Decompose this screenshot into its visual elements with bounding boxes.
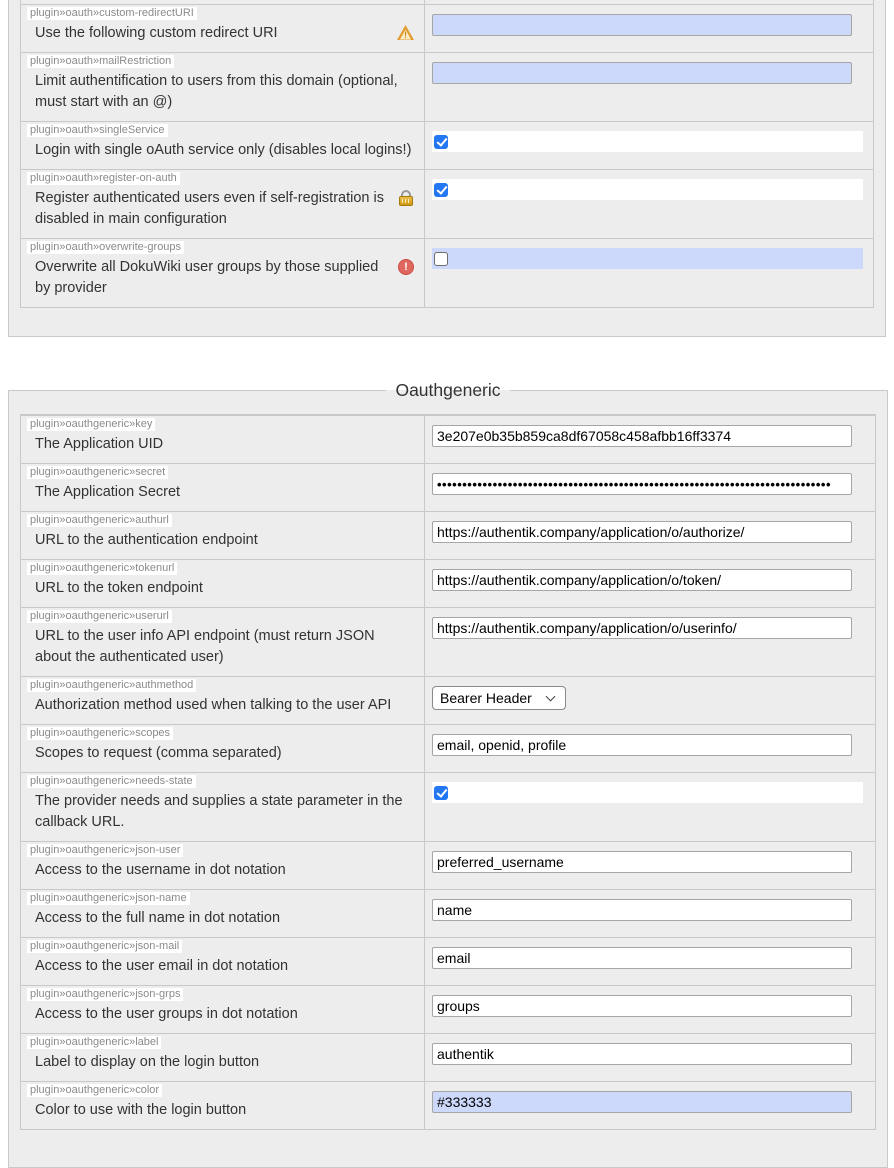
setting-label: Limit authentification to users from this domain (optional, must start with an @) xyxy=(35,73,398,110)
warning-icon: ! xyxy=(397,25,414,40)
setting-row xyxy=(21,772,875,841)
setting-label: Overwrite all DokuWiki user groups by those supplied by provider xyxy=(35,259,379,296)
setting-value-cell xyxy=(424,773,875,841)
setting-label: Use the following custom redirect URI xyxy=(35,25,278,41)
setting-key: plugin»oauthgeneric»userurl xyxy=(27,610,172,623)
setting-row xyxy=(21,238,873,307)
setting-label: Login with single oAuth service only (disables local logins!) xyxy=(35,142,412,158)
setting-row xyxy=(21,463,875,511)
setting-label-cell xyxy=(21,560,424,607)
setting-value-cell xyxy=(424,938,875,985)
setting-label: Register authenticated users even if self-registration is disabled in main configuration xyxy=(35,190,384,227)
singleService-checkbox-row xyxy=(432,131,863,152)
setting-row xyxy=(21,559,875,607)
setting-label: Label to display on the login button xyxy=(35,1054,260,1070)
setting-label: Color to use with the login button xyxy=(35,1102,247,1118)
setting-label: The Application Secret xyxy=(35,484,181,500)
setting-value-cell xyxy=(424,122,875,169)
setting-label-cell xyxy=(21,773,424,841)
setting-label: Scopes to request (comma separated) xyxy=(35,745,282,761)
setting-key: plugin»oauthgeneric»json-mail xyxy=(27,940,182,953)
setting-key: plugin»oauthgeneric»key xyxy=(27,418,155,431)
column-divider xyxy=(424,0,425,307)
setting-value-cell xyxy=(424,677,875,724)
color-input[interactable] xyxy=(432,1091,852,1113)
overwrite-groups-checkbox-row xyxy=(432,248,863,269)
error-icon xyxy=(398,259,414,275)
register-on-auth-checkbox[interactable] xyxy=(434,183,448,197)
section-oauthgeneric xyxy=(8,380,888,1168)
setting-value-cell xyxy=(424,416,875,463)
setting-key: plugin»oauth»mailRestriction xyxy=(27,55,174,68)
column-divider xyxy=(424,415,425,1129)
lock-icon xyxy=(398,190,414,206)
setting-key: plugin»oauth»custom-redirectURI xyxy=(27,7,197,20)
setting-key: plugin»oauthgeneric»label xyxy=(27,1036,161,1049)
authmethod-select[interactable] xyxy=(432,686,566,710)
setting-row xyxy=(21,511,875,559)
setting-label: Authorization method used when talking to the user API xyxy=(35,697,392,713)
setting-key: plugin»oauth»singleService xyxy=(27,124,168,137)
setting-value-cell xyxy=(424,1082,875,1129)
setting-label-cell xyxy=(21,1082,424,1129)
setting-label-cell xyxy=(21,1034,424,1081)
setting-label-cell xyxy=(21,938,424,985)
setting-key: plugin»oauthgeneric»json-user xyxy=(27,844,183,857)
key-input[interactable] xyxy=(432,425,852,447)
setting-key: plugin»oauthgeneric»json-name xyxy=(27,892,190,905)
setting-value-cell xyxy=(424,842,875,889)
setting-label: Access to the user groups in dot notation xyxy=(35,1006,298,1022)
singleService-checkbox[interactable] xyxy=(434,135,448,149)
setting-row xyxy=(21,415,875,463)
setting-label-cell xyxy=(21,122,424,169)
setting-value-cell xyxy=(424,53,873,121)
setting-label: Access to the user email in dot notation xyxy=(35,958,289,974)
setting-label-cell xyxy=(21,842,424,889)
setting-label-cell xyxy=(21,416,424,463)
setting-row xyxy=(21,676,875,724)
setting-value-cell xyxy=(424,239,875,307)
setting-key: plugin»oauthgeneric»needs-state xyxy=(27,775,196,788)
setting-value-cell xyxy=(424,1034,875,1081)
chevron-down-icon xyxy=(546,693,556,703)
setting-label-cell xyxy=(21,890,424,937)
mailRestriction-input[interactable] xyxy=(432,62,852,84)
setting-key: plugin»oauthgeneric»authurl xyxy=(27,514,172,527)
setting-label: URL to the authentication endpoint xyxy=(35,532,258,548)
setting-label-cell xyxy=(21,986,424,1033)
custom-redirectURI-input[interactable] xyxy=(432,14,852,36)
setting-value-cell xyxy=(424,512,875,559)
setting-row xyxy=(21,724,875,772)
setting-key: plugin»oauth»register-on-auth xyxy=(27,172,180,185)
setting-label-cell xyxy=(21,239,424,307)
setting-label: URL to the token endpoint xyxy=(35,580,203,596)
setting-value-cell xyxy=(424,5,873,52)
setting-key: plugin»oauthgeneric»json-grps xyxy=(27,988,183,1001)
settings-table-oauthgeneric xyxy=(20,414,876,1130)
setting-key: plugin»oauthgeneric»tokenurl xyxy=(27,562,177,575)
setting-label-cell xyxy=(21,512,424,559)
json-grps-input[interactable] xyxy=(432,995,852,1017)
setting-label: The provider needs and supplies a state parameter in the callback URL. xyxy=(35,793,403,830)
setting-row xyxy=(21,4,873,52)
setting-label-cell xyxy=(21,608,424,676)
scopes-input[interactable] xyxy=(432,734,852,756)
setting-value-cell xyxy=(424,464,875,511)
setting-row xyxy=(21,1033,875,1081)
register-on-auth-checkbox-row xyxy=(432,179,863,200)
needs-state-checkbox-row xyxy=(432,782,863,803)
json-user-input[interactable] xyxy=(432,851,852,873)
userurl-input[interactable] xyxy=(432,617,852,639)
tokenurl-input[interactable] xyxy=(432,569,852,591)
section-oauth xyxy=(8,0,886,337)
setting-row xyxy=(21,52,873,121)
setting-label: Access to the username in dot notation xyxy=(35,862,286,878)
setting-key: plugin»oauthgeneric»color xyxy=(27,1084,162,1097)
setting-key: plugin»oauthgeneric»authmethod xyxy=(27,679,196,692)
setting-label-cell xyxy=(21,464,424,511)
secret-input[interactable] xyxy=(432,473,852,495)
section-legend: Oauthgeneric xyxy=(395,380,501,400)
setting-label-cell xyxy=(21,725,424,772)
json-mail-input[interactable] xyxy=(432,947,852,969)
setting-label-cell xyxy=(21,677,424,724)
setting-value-cell xyxy=(424,608,875,676)
setting-label-cell xyxy=(21,170,424,238)
needs-state-checkbox[interactable] xyxy=(434,786,448,800)
setting-value-cell xyxy=(424,890,875,937)
label-input[interactable] xyxy=(432,1043,852,1065)
setting-row xyxy=(21,889,875,937)
setting-row xyxy=(21,169,873,238)
setting-row xyxy=(21,1081,875,1129)
setting-label: URL to the user info API endpoint (must return JSON about the authenticated user) xyxy=(35,628,375,665)
setting-key: plugin»oauthgeneric»secret xyxy=(27,466,168,479)
setting-value-cell xyxy=(424,725,875,772)
json-name-input[interactable] xyxy=(432,899,852,921)
authurl-input[interactable] xyxy=(432,521,852,543)
setting-key: plugin»oauth»overwrite-groups xyxy=(27,241,184,254)
settings-table-oauth xyxy=(20,0,874,308)
setting-value-cell xyxy=(424,170,875,238)
setting-row xyxy=(21,937,875,985)
setting-row xyxy=(21,985,875,1033)
overwrite-groups-checkbox[interactable] xyxy=(434,252,448,266)
setting-value-cell xyxy=(424,560,875,607)
setting-label: Access to the full name in dot notation xyxy=(35,910,281,926)
setting-key: plugin»oauthgeneric»scopes xyxy=(27,727,173,740)
setting-row xyxy=(21,607,875,676)
setting-value-cell xyxy=(424,986,875,1033)
setting-label-cell xyxy=(21,53,424,121)
setting-label: The Application UID xyxy=(35,436,164,452)
select-value: Bearer Header xyxy=(440,690,532,706)
setting-row xyxy=(21,121,873,169)
setting-label-cell xyxy=(21,5,424,52)
setting-row xyxy=(21,841,875,889)
